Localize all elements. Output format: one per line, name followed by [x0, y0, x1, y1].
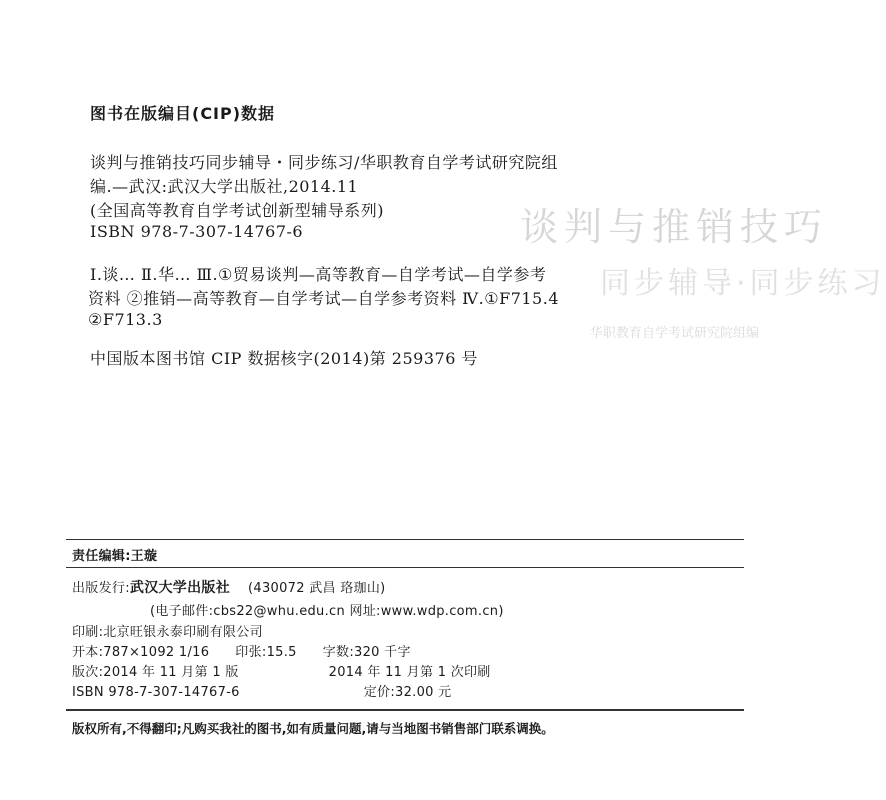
divider-middle — [66, 567, 744, 568]
isbn-price-row — [72, 681, 451, 700]
edition-row — [72, 661, 491, 680]
cip-record-number: 中国版本图书馆 CIP 数据核字(2014)第 259376 号 — [90, 349, 478, 368]
cip-line-2: 编.—武汉:武汉大学出版社,2014.11 — [90, 177, 359, 196]
edition-printing: 2014 年 11 月第 1 次印刷 — [328, 665, 491, 680]
responsible-editor: 责任编辑:王璇 — [72, 549, 158, 564]
colophon-isbn: ISBN 978-7-307-14767-6 — [72, 685, 240, 700]
divider-top — [66, 539, 744, 540]
show-through-author: 华职教育自学考试研究院组编 — [590, 326, 760, 341]
publisher-contact: (电子邮件:cbs22@whu.edu.cn 网址:www.wdp.com.cn) — [150, 604, 504, 619]
cip-isbn: ISBN 978-7-307-14767-6 — [90, 222, 304, 241]
format-sheets: 印张:15.5 — [235, 645, 297, 660]
cip-line-1: 谈判与推销技巧同步辅导・同步练习/华职教育自学考试研究院组 — [90, 153, 558, 172]
cip-series-line: (全国高等教育自学考试创新型辅导系列) — [90, 201, 384, 220]
show-through-subtitle: 同步辅导·同步练习 — [600, 266, 886, 301]
format-word-count: 字数:320 千字 — [322, 645, 411, 660]
edition-version: 版次:2014 年 11 月第 1 版 — [72, 665, 239, 680]
format-size: 开本:787×1092 1/16 — [72, 645, 210, 660]
classification-line-3: ②F713.3 — [88, 310, 163, 329]
price: 定价:32.00 元 — [363, 685, 452, 700]
copyright-notice: 版权所有,不得翻印;凡购买我社的图书,如有质量问题,请与当地图书销售部门联系调换。 — [72, 721, 554, 736]
classification-line-2: 资料 ②推销—高等教育—自学考试—自学参考资料 Ⅳ.①F715.4 — [88, 289, 559, 308]
publisher-row — [72, 577, 386, 597]
publisher-address: (430072 武昌 珞珈山) — [248, 581, 386, 596]
divider-bottom — [66, 709, 744, 711]
publisher-label: 出版发行: — [72, 581, 130, 596]
cip-heading: 图书在版编目(CIP)数据 — [90, 104, 276, 123]
show-through-title: 谈判与推销技巧 — [520, 205, 829, 249]
format-row — [72, 641, 411, 660]
printer: 印刷:北京旺银永泰印刷有限公司 — [72, 625, 263, 640]
classification-line-1: Ⅰ.谈… Ⅱ.华… Ⅲ.①贸易谈判—高等教育—自学考试—自学参考 — [90, 265, 547, 284]
publisher-name: 武汉大学出版社 — [129, 580, 230, 596]
